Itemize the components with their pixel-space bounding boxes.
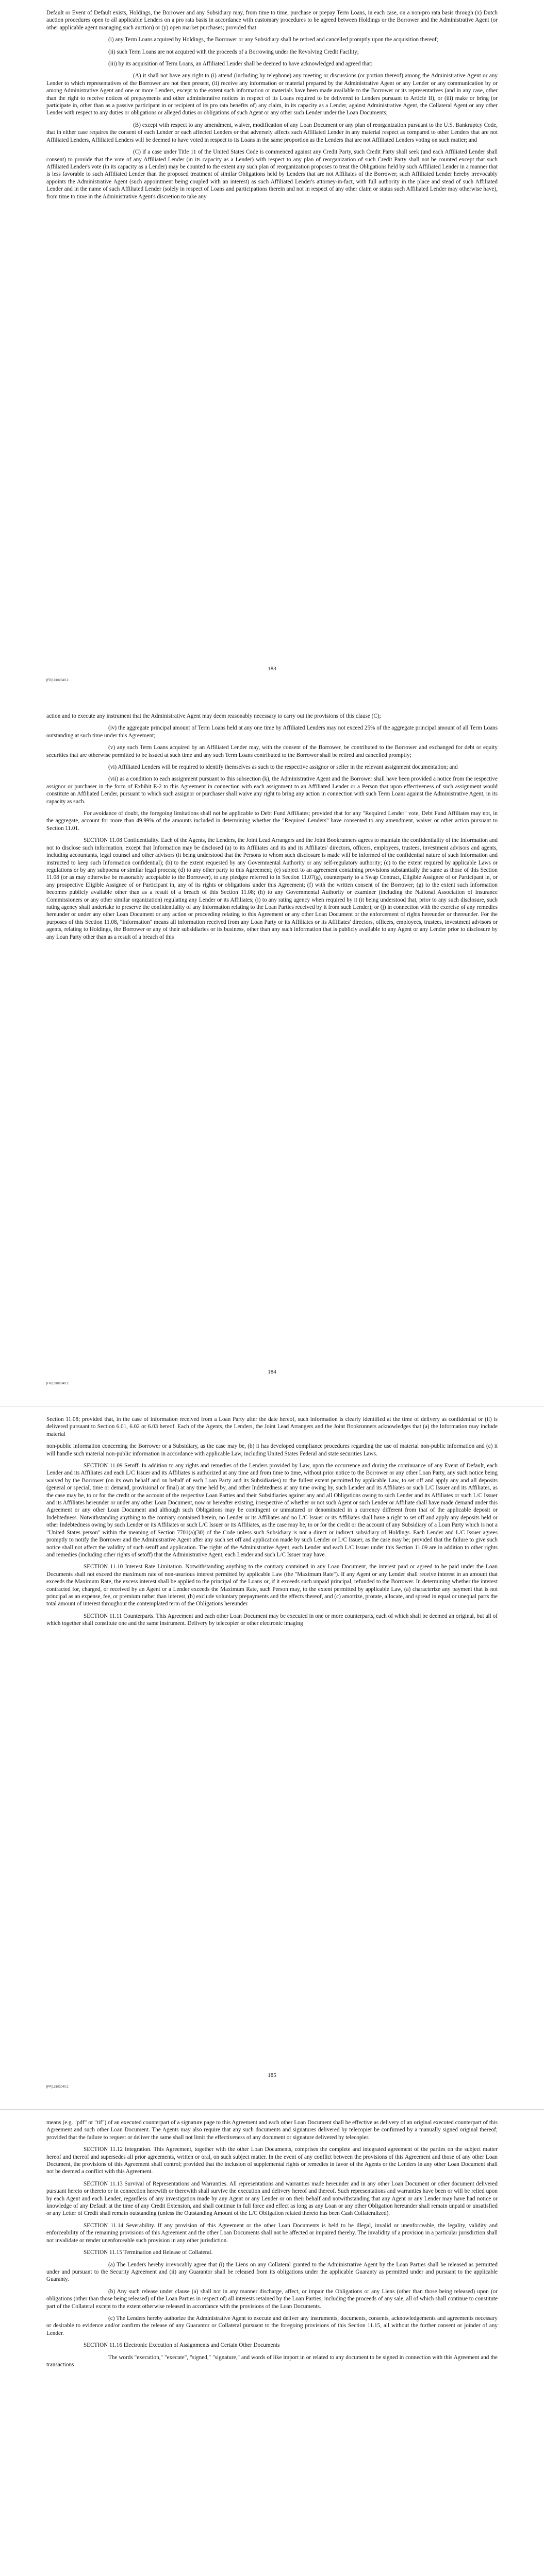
paragraph: non-public information concerning the Borrower or a Subsidiary, as the case may be, (b) it has developed compliance procedures regarding the use of material non-public information and (c) it will handle such material non-public information in accordance with applicable Law, including United States Federal and state securities Laws. [46, 1443, 498, 1457]
document-page [0, 1406, 544, 2110]
paragraph: (B) except with respect to any amendment, waiver, modification of any Loan Document or any plan of reorganization pursuant to the U.S. Bankruptcy Code, that in either case requires the consent of each Lender or each affected Lenders or that adversely affects such Affiliated Lender in any material respect as compared to other Lenders that are not Affiliated Lenders, Affiliated Lenders will be deemed to have voted in respect to its Loans in the same proportion as the Lenders that are not Affiliated Lenders voting on such matter; and [46, 122, 498, 143]
paragraph: (i) any Term Loans acquired by Holdings, the Borrower or any Subsidiary shall be retired and cancelled promptly upon the acquisition thereof; [108, 37, 438, 43]
paragraph: For avoidance of doubt, the foregoing limitations shall not be applicable to Debt Fund Affiliates; provided that for any "Required Lender" vote, Debt Fund Affiliates may not, in the aggregate, account for more than 49.99% of the amounts included in determining whether the "Required Lenders" have consented to any amendment, waiver or other action pursuant to Section 11.01. [46, 810, 498, 832]
document-id: [FP]13102040.2 [46, 1382, 69, 1385]
section-11-10-interest-rate-limitation: SECTION 11.10 Interest Rate Limitation. Notwithstanding anything to the contrary contained in any Loan Document, the interest paid or agreed to be paid under the Loan Documents shall not exceed the maximum rate of non-usurious interest permitted by applicable Law (the "Maximum Rate"). If any Agent or any Lender shall receive interest in an amount that exceeds the Maximum Rate, the excess interest shall be applied to the principal of the Loans or, if it exceeds such unpaid principal, refunded to the Borrower. In determining whether the interest contracted for, charged, or received by an Agent or a Lender exceeds the Maximum Rate, such Person may, to the extent permitted by applicable Law, (a) characterize any payment that is not principal as an expense, fee, or premium rather than interest, (b) exclude voluntary prepayments and the effects thereof, and (c) amortize, prorate, allocate, and spread in equal or unequal parts the total amount of interest throughout the contemplated term of the Obligations hereunder. [46, 1564, 498, 1607]
page-number: 183 [268, 666, 276, 672]
page-number: 185 [268, 2072, 276, 2078]
section-11-11-counterparts: SECTION 11.11 Counterparts. This Agreement and each other Loan Document may be executed in one or more counterparts, each of which shall be deemed an original, but all of which together shall constitute one and the same instrument. Delivery by telecopier or other electronic imaging [46, 1613, 498, 1627]
paragraph: (A) it shall not have any right to (i) attend (including by telephone) any meeting or discussions (or portion thereof) among the Administrative Agent or any Lender to which representatives of the Borrower are not then present, (ii) receive any information or material prepared by the Administrative Agent or any Lender or any communication by or among Administrative Agent and one or more Lenders, except to the extent such information or materials have been made available to the Borrower or its representatives (and in any case, other than the right to receive notices of prepayments and other administrative notices in respect of its Loans required to be delivered to Lenders pursuant to Article II), or (iii) make or bring (or participate in, other than as a passive participant in or recipient of its pro rata benefits of) any claim, in its capacity as a Lender, against Administrative Agent, the Collateral Agent or any other Lender with respect to any duties or obligations or alleged duties or obligations of such Agent or any other such Lender under the Loan Documents; [46, 73, 498, 116]
paragraph: means (e.g. "pdf" or "tif") of an executed counterpart of a signature page to this Agreement and each other Loan Document shall be effective as delivery of an original executed counterpart of this Agreement and such other Loan Document. The Agents may also require that any such documents and signatures delivered by telecopier be confirmed by a manually signed original thereof; provided that the failure to request or deliver the same shall not limit the effectiveness of any document or signature delivered by telecopier. [46, 2120, 498, 2141]
section-11-12-integration: SECTION 11.12 Integration. This Agreement, together with the other Loan Documents, comprises the complete and integrated agreement of the parties on the subject matter hereof and thereof and supersedes all prior agreements, written or oral, on such subject matter. In the event of any conflict between the provisions of this Agreement and those of any other Loan Document, the provisions of this Agreement shall control; provided that the inclusion of supplemental rights or remedies in favor of the Agents or the Lenders in any other Loan Document shall not be deemed a conflict with this Agreement. [46, 2146, 498, 2175]
section-11-14-severability: SECTION 11.14 Severability. If any provision of this Agreement or the other Loan Documents is held to be illegal, invalid or unenforceable, the legality, validity and enforceability of the remaining provisions of this Agreement and the other Loan Documents shall not be affected or impaired thereby. The invalidity of a provision in a particular jurisdiction shall not invalidate or render unenforceable such provision in any other jurisdiction. [46, 2222, 498, 2244]
paragraph: Default or Event of Default exists, Holdings, the Borrower and any Subsidiary may, from time to time, purchase or prepay Term Loans, in each case, on a non-pro rata basis through (x) Dutch auction procedures open to all applicable Lenders on a pro rata basis in accordance with customary procedures to be agreed between Holdings or the Borrower and the Administrative Agent (or other applicable agent managing such auction) or (y) open market purchases; provided that: [46, 10, 498, 31]
paragraph: (C) if a case under Title 11 of the United States Code is commenced against any Credit Party, such Credit Party shall seek (and each Affiliated Lender shall consent) to provide that the vote of any Affiliated Lender (in its capacity as a Lender) with respect to any plan of reorganization of such Credit Party shall not be counted except that such Affiliated Lender's vote (in its capacity as a Lender) may be counted to the extent any such plan of reorganization proposes to treat the Obligations held by such Affiliated Lender in a manner that is less favorable to such Affiliated Lender than the proposed treatment of similar Obligations held by Lenders that are not Affiliates of the Borrower; such Affiliated Lender hereby irrevocably appoints the Administrative Agent (such appointment being coupled with an interest) as such Affiliated Lender's attorney-in-fact, with full authority in the place and stead of such Affiliated Lender and in the name of such Affiliated Lender (solely in respect of Loans and participations therein and not in respect of any other claim or status such Affiliated Lender may otherwise have), from time to time in the Administrative Agent's discretion to take any [46, 149, 498, 200]
paragraph: Section 11.08; provided that, in the case of information received from a Loan Party after the date hereof, such information is clearly identified at the time of delivery as confidential or (ii) is delivered pursuant to Section 6.01, 6.02 or 6.03 hereof. Each of the Agents, the Lenders, the Joint Lead Arrangers and the Joint Bookrunners acknowledges that (a) the Information may include material [46, 1416, 498, 1437]
paragraph: (a) The Lenders hereby irrevocably agree that (i) the Liens on any Collateral granted to the Administrative Agent by the Loan Parties shall be released as permitted under and pursuant to the Security Agreement and (ii) any Guarantor shall be released from its obligations under the applicable Guaranty as permitted under and pursuant to the applicable Guaranty. [46, 2261, 498, 2283]
page-number: 184 [268, 1369, 276, 1375]
document-id: [FP]13102040.2 [46, 2086, 69, 2089]
document-page [0, 0, 544, 703]
section-11-13-survival: SECTION 11.13 Survival of Representations and Warranties. All representations and warranties made hereunder and in any other Loan Document or other document delivered pursuant hereto or thereto or in connection herewith or therewith shall survive the execution and delivery hereof and thereof. Such representations and warranties have been or will be relied upon by each Agent and each Lender, regardless of any investigation made by any Agent or any Lender or on their behalf and notwithstanding that any Agent or any Lender may have had notice or knowledge of any Default at the time of any Credit Extension, and shall continue in full force and effect as long as any Loan or any other Obligation hereunder shall remain unpaid or unsatisfied or any Letter of Credit shall remain outstanding (unless the Outstanding Amount of the L/C Obligation related thereto has been Cash Collateralized). [46, 2180, 498, 2217]
document-page [0, 2110, 544, 2576]
section-11-08-confidentiality: SECTION 11.08 Confidentiality. Each of the Agents, the Lenders, the Joint Lead Arrangers and the Joint Bookrunners agrees to maintain the confidentiality of the Information and not to disclose such information, except that Information may be disclosed (a) to its Affiliates and its and its Affiliates' directors, officers, employees, trustees, investment advisors and agents, including accountants, legal counsel and other advisors (it being understood that the Persons to whom such disclosure is made will be informed of the confidential nature of such Information and instructed to keep such Information confidential); (b) to the extent requested by any Governmental Authority or any self-regulatory authority; (c) to the extent required by applicable Laws or regulations or by any subpoena or similar legal process; (d) to any other party to this Agreement; (e) subject to an agreement containing provisions substantially the same as those of this Section 11.08 (or as may otherwise be reasonably acceptable to the Borrower), to any pledgee referred to in Section 11.07(g), counterparty to a Swap Contract, Eligible Assignee of or Participant in, or any prospective Eligible Assignee of or Participant in, any of its rights or obligations under this Agreement; (f) with the written consent of the Borrower; (g) to the extent such Information becomes publicly available other than as a result of a breach of this Section 11.08; (h) to any Governmental Authority or examiner (including the National Association of Insurance Commissioners or any other similar organization) regulating any Lender or its Affiliates; (i) to any rating agency when required by it (it being understood that, prior to any such disclosure, such rating agency shall undertake to preserve the confidentiality of any Information relating to the Loan Parties received by it from such Lender); or (j) in connection with the exercise of any remedies hereunder or under any other Loan Document or any action or proceeding relating to this Agreement or any other Loan Document or the enforcement of rights hereunder or thereunder. For the purposes of this Section 11.08, "Information" means all information received from any Loan Party or its Affiliates or its Affiliates' directors, officers, employees, trustees, investment advisors or agents, relating to Holdings, the Borrower or any of their subsidiaries or its business, other than any such information that is publicly available to any Agent or any Lender prior to disclosure by any Loan Party other than as a result of a breach of this [46, 837, 498, 940]
section-11-09-setoff: SECTION 11.09 Setoff. In addition to any rights and remedies of the Lenders provided by Law, upon the occurrence and during the continuance of any Event of Default, each Lender and its Affiliates and each L/C Issuer and its Affiliates is authorized at any time and from time to time, without prior notice to the Borrower or any other Loan Party, any such notice being waived by the Borrower (on its own behalf and on behalf of each Loan Party and its Subsidiaries) to the fullest extent permitted by applicable Law, to set off and apply any and all deposits (general or special, time or demand, provisional or final) at any time held by, and other Indebtedness at any time owing by, such Lender and its Affiliates or such L/C Issuer and its Affiliates, as the case may be, to or for the credit or the account of the respective Loan Parties and their Subsidiaries against any and all Obligations owing to such Lender and its Affiliates or such L/C Issuer and its Affiliates hereunder or under any other Loan Document, now or hereafter existing, irrespective of whether or not such Agent or such Lender or Affiliate shall have made demand under this Agreement or any other Loan Document and although such Obligations may be contingent or unmatured or denominated in a currency different from that of the applicable deposit or Indebtedness. Notwithstanding anything to the contrary contained herein, no Lender or its Affiliates and no L/C Issuer or its Affiliates shall have a right to set off and apply any deposits held or other Indebtedness owing by such Lender or its Affiliates or such L/C Issuer or its Affiliates, as the case may be, to or for the credit or the account of any Subsidiary of a Loan Party which is not a "United States person" within the meaning of Section 7701(a)(30) of the Code unless such Subsidiary is not a direct or indirect subsidiary of Holdings. Each Lender and L/C Issuer agrees promptly to notify the Borrower and the Administrative Agent after any such set off and application made by such Lender or L/C Issuer, as the case may be; provided that the failure to give such notice shall not affect the validity of such setoff and application. The rights of the Administrative Agent, each Lender and each L/C Issuer under this Section 11.09 are in addition to other rights and remedies (including other rights of setoff) that the Administrative Agent, each Lender and such L/C Issuer may have. [46, 1463, 498, 1558]
document-page [0, 703, 544, 1406]
paragraph: (iii) by its acquisition of Term Loans, an Affiliated Lender shall be deemed to have acknowledged and agreed that: [108, 61, 373, 67]
paragraph: (v) any such Term Loans acquired by an Affiliated Lender may, with the consent of the Borrower, be contributed to the Borrower and exchanged for debt or equity securities that are otherwise permitted to be issued at such time and any such Term Loans contributed to the Borrower shall be retired and cancelled promptly; [46, 744, 498, 758]
section-11-15-heading: SECTION 11.15 Termination and Release of Collateral. [84, 2249, 213, 2256]
paragraph: (vi) Affiliated Lenders will be required to identify themselves as such to the respective assignor or seller in the relevant assignment documentation; and [108, 764, 458, 771]
paragraph: (c) The Lenders hereby authorize the Administrative Agent to execute and deliver any instruments, documents, consents, acknowledgements and agreements necessary or desirable to evidence and/or confirm the release of any Guarantor or Collateral pursuant to the foregoing provisions of this Section 11.15, all without the further consent or joinder of any Lender. [46, 2315, 498, 2336]
paragraph: (vii) as a condition to each assignment pursuant to this subsection (k), the Administrative Agent and the Borrower shall have been provided a notice from the respective assignor or purchaser in the form of Exhibit E-2 to this Agreement in connection with each assignment to an Affiliated Lender or a Person that upon effectiveness of such assignment would constitute an Affiliated Lender, pursuant to which such assignor or purchaser shall waive any right to bring any action in connection with such Term Loans against the Administrative Agent, in its capacity as such. [46, 776, 498, 805]
paragraph: The words "execution," "execute", "signed," "signature," and words of like import in or related to any document to be signed in connection with this Agreement and the transactions [46, 2354, 498, 2368]
paragraph: (iv) the aggregate principal amount of Term Loans held at any one time by Affiliated Lenders may not exceed 25% of the aggregate principal amount of all Term Loans outstanding at such time under this Agreement; [46, 725, 498, 739]
section-11-16-heading: SECTION 11.16 Electronic Execution of Assignments and Certain Other Documents [84, 2342, 280, 2349]
paragraph: action and to execute any instrument that the Administrative Agent may deem reasonably necessary to carry out the provisions of this clause (C); [46, 713, 381, 719]
paragraph: (b) Any such release under clause (a) shall not in any manner discharge, affect, or impair the Obligations or any Liens (other than those being released) upon (or obligations (other than those being released) of the Loan Parties in respect of) all interests retained by the Loan Parties, including the proceeds of any sale, all of which shall continue to constitute part of the Collateral except to the extent otherwise released in accordance with the provisions of the Loan Documents. [46, 2288, 498, 2310]
paragraph: (ii) such Term Loans are not acquired with the proceeds of a Borrowing under the Revolving Credit Facility; [108, 48, 359, 55]
document-id: [FP]13102040.2 [46, 679, 69, 682]
